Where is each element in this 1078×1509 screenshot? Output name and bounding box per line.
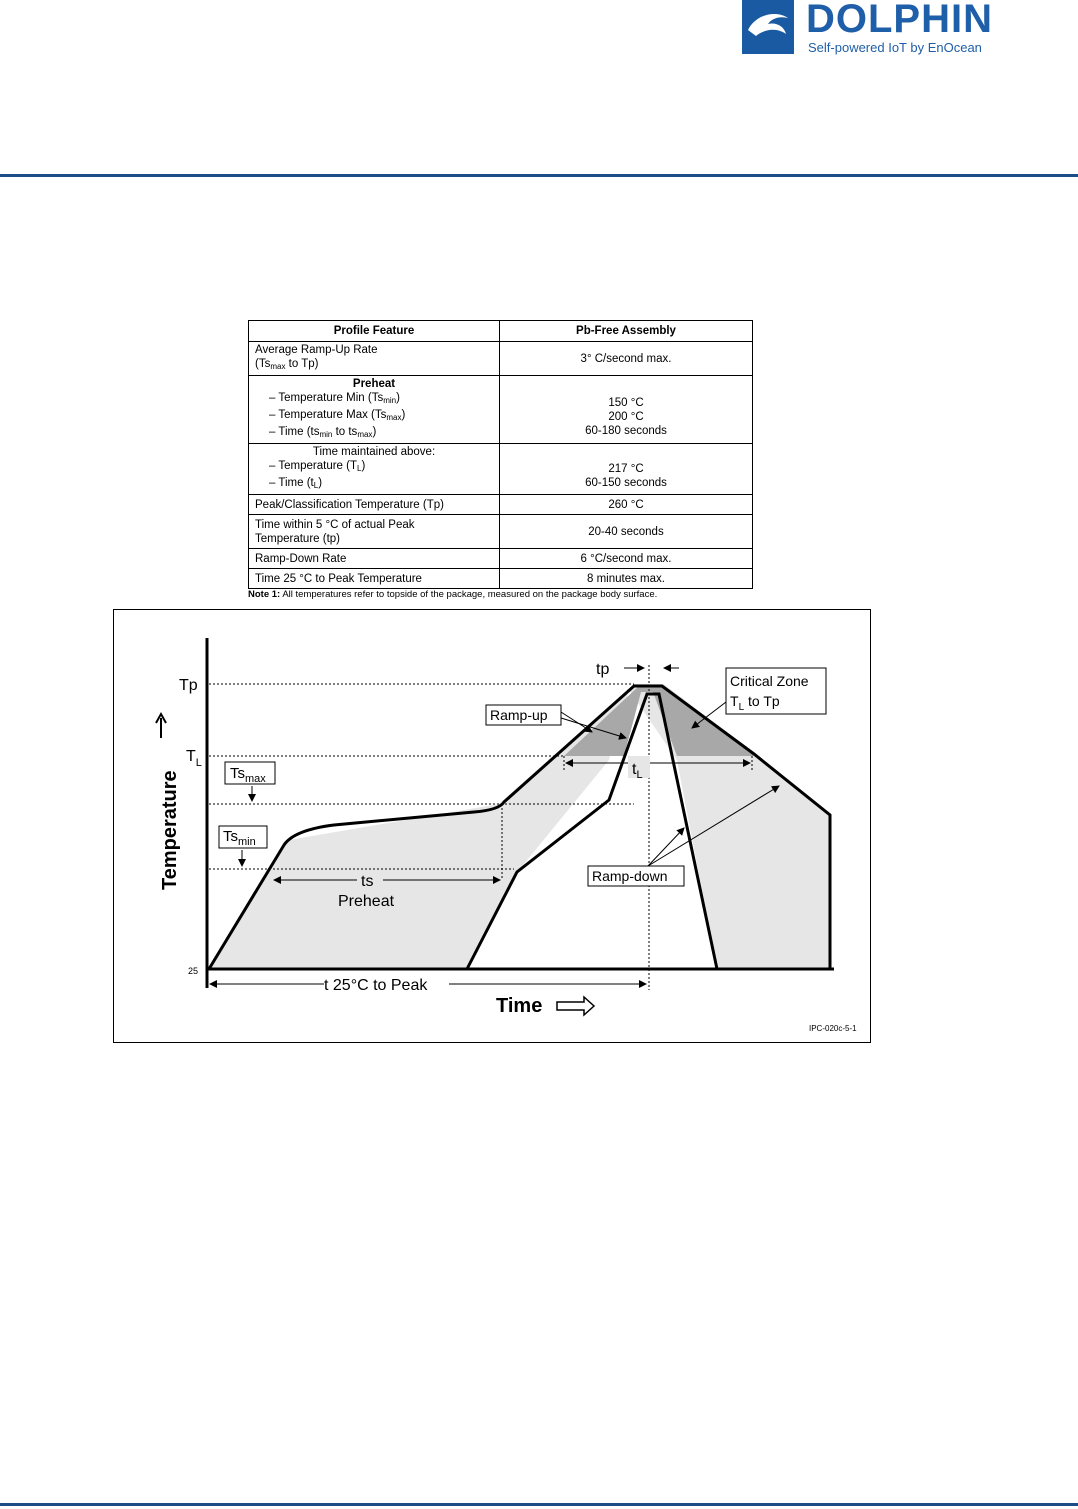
tl-label: $T_L$ — [186, 748, 202, 769]
cell-line: 200 °C — [608, 410, 644, 423]
tl-time-label: $t_L$ — [632, 761, 643, 781]
tp-time-label: tp — [596, 661, 610, 678]
y-axis-label: Temperature — [159, 770, 181, 890]
dolphin-logo-icon — [742, 0, 794, 54]
reflow-diagram-svg — [114, 610, 872, 1044]
column-header: Pb-Free Assembly — [500, 321, 753, 342]
table-row — [249, 444, 753, 495]
footer-divider — [0, 1503, 1078, 1506]
cell-title: Preheat — [352, 378, 396, 390]
ramp-up-pointer-1 — [561, 712, 592, 732]
tsmax-label: $Ts_{max}$ — [230, 765, 266, 785]
time-arrow-icon — [557, 997, 594, 1015]
table-row — [249, 515, 753, 549]
table-row — [249, 495, 753, 515]
cell-line: 60-150 seconds — [585, 477, 667, 489]
table-row — [249, 549, 753, 569]
dolphin-logo — [742, 0, 1042, 60]
table-cell: 3° C/second max. — [500, 342, 753, 376]
temperature-arrow-icon — [156, 714, 166, 738]
preheat-region — [209, 684, 830, 969]
logo-tagline: Self-powered IoT by EnOcean — [808, 40, 982, 55]
reflow-profile-diagram — [113, 609, 871, 1043]
ramp-up-label: Ramp-up — [490, 707, 548, 723]
cell-line: – Temperature Max $(Ts_{max})$ — [269, 409, 406, 422]
cell-text: Time within 5 °C of actual Peak — [255, 518, 415, 531]
cell-text: Temperature (tp) — [255, 532, 341, 545]
table-cell — [249, 342, 500, 376]
reflow-profile-table — [248, 320, 753, 589]
figure-id: IPC-020c-5-1 — [809, 1024, 857, 1033]
y-origin-label: 25 — [188, 966, 199, 976]
header-divider — [0, 174, 1078, 177]
cell-line: – Temperature Min $(Ts_{min})$ — [269, 392, 400, 405]
tp-label: Tp — [179, 677, 198, 694]
cell-line: 60-180 seconds — [585, 424, 667, 437]
table-row — [249, 376, 753, 444]
preheat-label: Preheat — [338, 893, 395, 910]
ramp-down-label: Ramp-down — [592, 868, 668, 884]
table-cell: Peak/Classification Temperature (Tp) — [249, 495, 500, 515]
logo-wordmark: DOLPHIN — [806, 0, 993, 41]
tsmin-label: $Ts_{min}$ — [223, 828, 256, 848]
table-row — [249, 569, 753, 589]
cell-line: – Temperature $(T_L)$ — [269, 460, 366, 473]
table-row — [249, 342, 753, 376]
table-cell — [249, 515, 500, 549]
column-header: Profile Feature — [249, 321, 500, 342]
t25-label: t 25°C to Peak — [324, 977, 428, 994]
note-text: All temperatures refer to topside of the package, measured on the package body surface. — [280, 589, 658, 600]
table-cell — [249, 444, 500, 495]
table-cell: Ramp-Down Rate — [249, 549, 500, 569]
subscript: max — [270, 362, 286, 371]
table-cell — [500, 444, 753, 495]
cell-line: 150 °C — [608, 396, 644, 409]
table-cell: 260 °C — [500, 495, 753, 515]
note-label: Note 1: — [248, 589, 281, 600]
table-cell: 8 minutes max. — [500, 569, 753, 589]
table-cell: Time 25 °C to Peak Temperature — [249, 569, 500, 589]
cell-title: Time maintained above: — [312, 446, 436, 458]
cell-line: – Time ($ts_{min}$ to $ts_{max}$) — [269, 426, 377, 439]
critical-zone-range: $T_L$ to Tp — [730, 693, 780, 713]
cell-text: (Ts — [255, 358, 271, 370]
cell-line: – Time $(t_L)$ — [269, 477, 323, 490]
table-note — [248, 589, 657, 600]
table-cell — [500, 376, 753, 444]
ts-label: ts — [361, 873, 374, 890]
x-axis-label: Time — [496, 995, 543, 1017]
cell-text: to Tp) — [285, 358, 319, 370]
table-cell: 6 °C/second max. — [500, 549, 753, 569]
critical-zone-title: Critical Zone — [730, 673, 809, 689]
table-header-row — [249, 321, 753, 342]
table-cell: 20-40 seconds — [500, 515, 753, 549]
table-cell — [249, 376, 500, 444]
cell-line: 217 °C — [608, 463, 644, 475]
cell-text: Average Ramp-Up Rate — [255, 344, 378, 356]
